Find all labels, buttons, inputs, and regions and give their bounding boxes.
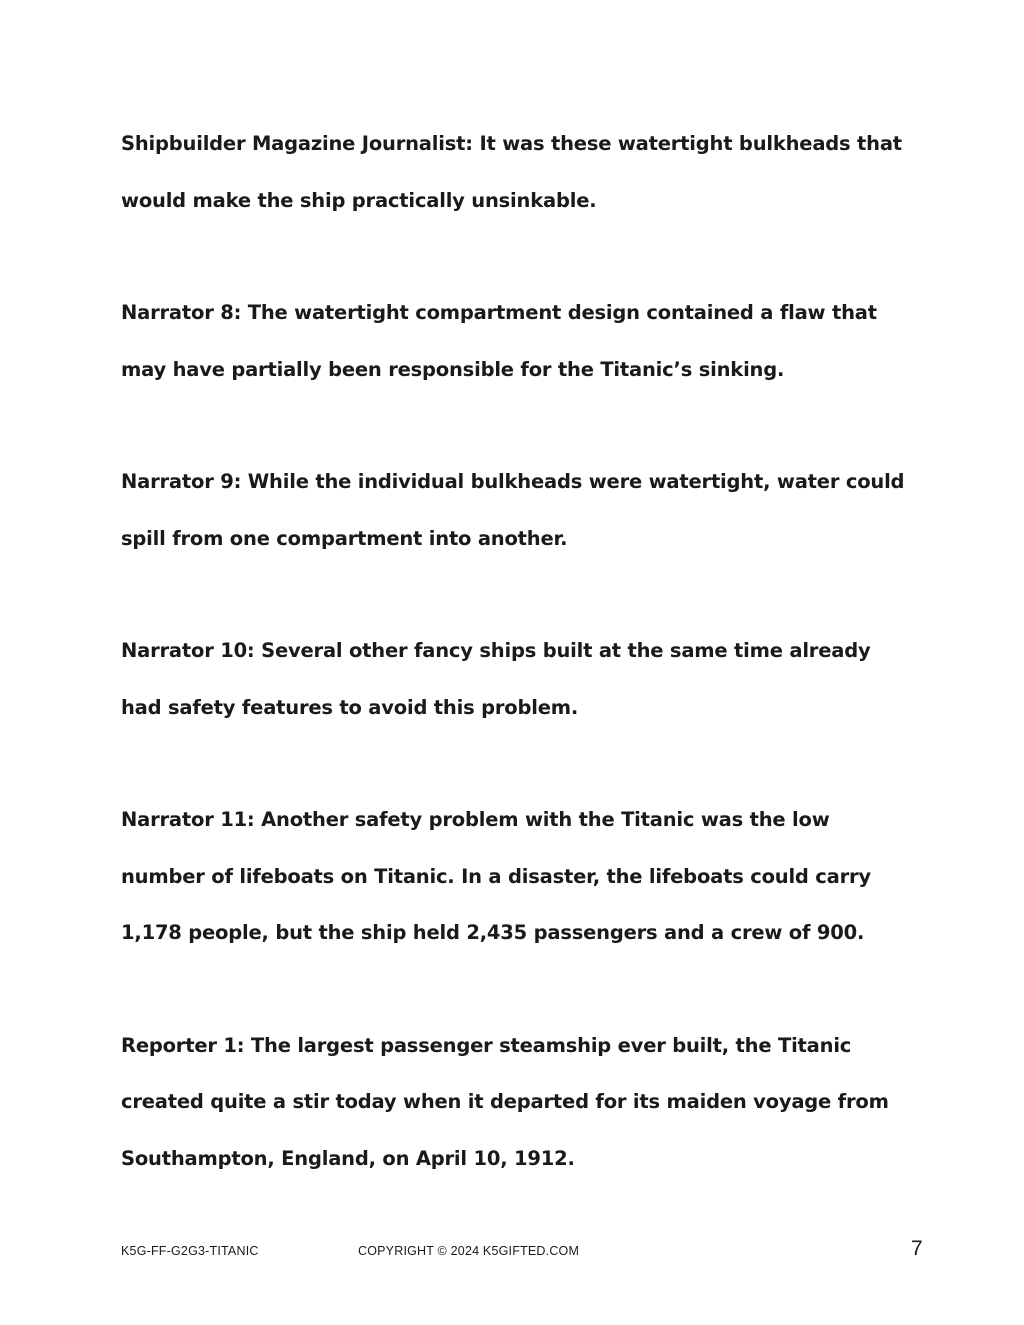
script-line-narrator-11: Narrator 11: Another safety problem with the Titanic was the low number of lifeboats on Titanic. In a disaster, the lifeboats could carry 1,178 people, but the ship held 2,435 passengers and a crew of 900. bbox=[121, 808, 871, 944]
script-line-reporter-1: Reporter 1: The largest passenger steamship ever built, the Titanic created quite a stir today when it departed for its maiden voyage from Southampton, England, on April 10, 1912. bbox=[121, 1033, 889, 1170]
script-line-narrator-8: Narrator 8: The watertight compartment design contained a flaw that may have partially been responsible for the Titanic’s sinking. bbox=[121, 301, 877, 381]
script-body bbox=[121, 116, 911, 1187]
document-code: K5G-FF-G2G3-TITANIC bbox=[121, 1244, 259, 1258]
page-footer bbox=[0, 1237, 1024, 1265]
script-line-narrator-10: Narrator 10: Several other fancy ships built at the same time already had safety features to avoid this problem. bbox=[121, 639, 871, 719]
copyright-notice: COPYRIGHT © 2024 K5GIFTED.COM bbox=[358, 1244, 580, 1258]
page-number: 7 bbox=[911, 1237, 923, 1260]
script-line-shipbuilder-journalist: Shipbuilder Magazine Journalist: It was these watertight bulkheads that would make the ship practically unsinkable. bbox=[121, 132, 902, 212]
script-line-narrator-9: Narrator 9: While the individual bulkheads were watertight, water could spill from one compartment into another. bbox=[121, 470, 905, 550]
